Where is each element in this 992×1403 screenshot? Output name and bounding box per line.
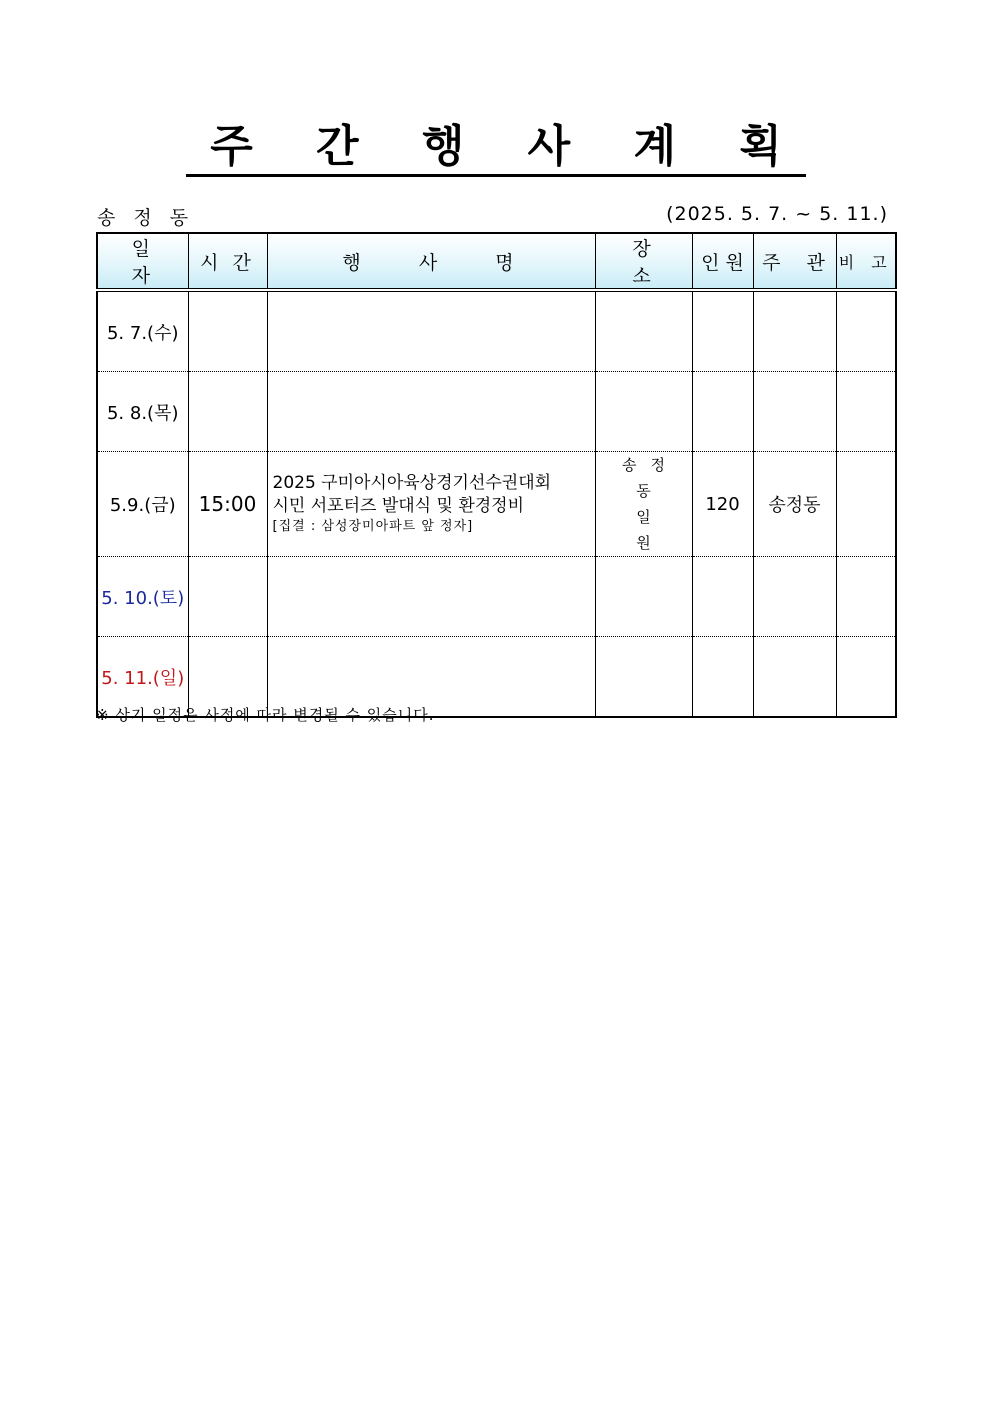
period-label: (2025. 5. 7. ~ 5. 11.) bbox=[666, 203, 888, 225]
people-cell bbox=[692, 557, 753, 637]
host-cell bbox=[753, 290, 836, 372]
table-row bbox=[97, 557, 896, 637]
remark-cell bbox=[836, 372, 896, 452]
place-cell bbox=[595, 452, 692, 557]
date-cell: 5. 11.(일) bbox=[97, 637, 188, 718]
host-cell bbox=[753, 637, 836, 718]
schedule-table bbox=[96, 232, 897, 718]
header-date: 일 자 bbox=[97, 233, 188, 290]
people-cell: 120 bbox=[692, 452, 753, 557]
event-note: [집결 : 삼성장미아파트 앞 정자] bbox=[272, 519, 474, 534]
date-cell: 5.9.(금) bbox=[97, 452, 188, 557]
event-cell bbox=[267, 557, 595, 637]
place-cell bbox=[595, 290, 692, 372]
place-cell bbox=[595, 557, 692, 637]
event-subtitle: 시민 서포터즈 발대식 및 환경정비 bbox=[272, 496, 525, 516]
time-cell bbox=[188, 290, 267, 372]
header-row bbox=[97, 233, 896, 290]
place-cell bbox=[595, 637, 692, 718]
place-cell bbox=[595, 372, 692, 452]
people-cell bbox=[692, 637, 753, 718]
time-cell bbox=[188, 372, 267, 452]
event-cell bbox=[267, 452, 595, 557]
date-cell: 5. 8.(목) bbox=[97, 372, 188, 452]
host-cell bbox=[753, 372, 836, 452]
host-cell bbox=[753, 557, 836, 637]
header-time: 시 간 bbox=[188, 233, 267, 290]
header-host: 주 관 bbox=[753, 233, 836, 290]
event-cell bbox=[267, 290, 595, 372]
remark-cell bbox=[836, 637, 896, 718]
title-wrap bbox=[0, 120, 992, 177]
footnote: ※ 상기 일정은 사정에 따라 변경될 수 있습니다. bbox=[96, 706, 435, 724]
header-people: 인 원 bbox=[692, 233, 753, 290]
remark-cell bbox=[836, 452, 896, 557]
department-label: 송 정 동 bbox=[97, 207, 195, 229]
people-cell bbox=[692, 290, 753, 372]
remark-cell bbox=[836, 290, 896, 372]
people-cell bbox=[692, 372, 753, 452]
time-cell: 15:00 bbox=[188, 452, 267, 557]
date-cell: 5. 7.(수) bbox=[97, 290, 188, 372]
header-place: 장 소 bbox=[595, 233, 692, 290]
event-cell bbox=[267, 372, 595, 452]
remark-cell bbox=[836, 557, 896, 637]
page-title: 주 간 행 사 계 획 bbox=[186, 120, 806, 177]
host-cell: 송정동 bbox=[753, 452, 836, 557]
place-line-2: 일원 bbox=[636, 508, 687, 552]
place-line-1: 송정동 bbox=[622, 456, 679, 500]
table-row bbox=[97, 372, 896, 452]
date-cell: 5. 10.(토) bbox=[97, 557, 188, 637]
header-event: 행 사 명 bbox=[267, 233, 595, 290]
time-cell bbox=[188, 557, 267, 637]
table-row bbox=[97, 290, 896, 372]
header-remark: 비 고 bbox=[836, 233, 896, 290]
event-title: 2025 구미아시아육상경기선수권대회 bbox=[272, 473, 552, 493]
table-row bbox=[97, 452, 896, 557]
